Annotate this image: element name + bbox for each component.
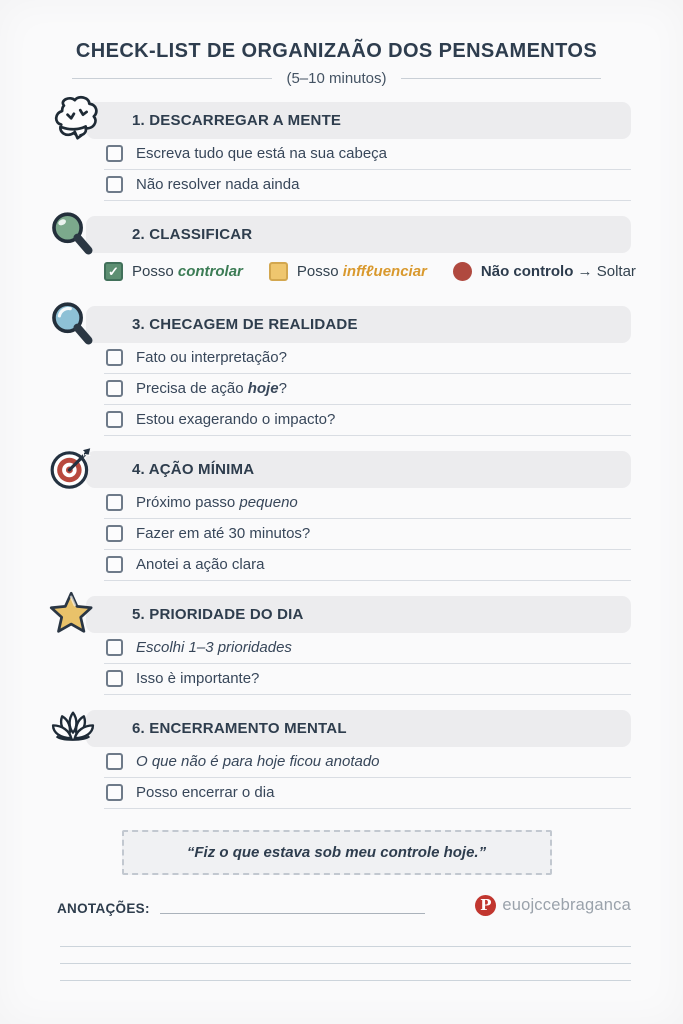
checklist-row (104, 343, 631, 374)
section-2-title: 2. CLASSIFICAR (132, 226, 253, 243)
magnifier-green-icon (42, 204, 104, 266)
footer-row (57, 895, 631, 916)
item-label: Anotei a ação clara (136, 556, 265, 573)
yellow-square-icon[interactable] (269, 262, 288, 281)
section-4-title: 4. AÇÃO MÍNIMA (132, 461, 255, 478)
notes-ruled-lines (60, 930, 631, 981)
section-acao-minima (42, 451, 631, 581)
checkbox[interactable] (106, 639, 123, 656)
section-3-title: 3. CHECAGEM DE REALIDADE (132, 316, 358, 333)
legend-controlar (104, 262, 243, 281)
item-label: Isso è importante? (136, 670, 260, 687)
checklist-row (104, 139, 631, 170)
watermark-handle[interactable]: euojccebraganca (502, 896, 631, 914)
section-6-header (86, 710, 631, 747)
checklist-row (104, 488, 631, 519)
ruled-line[interactable] (60, 930, 631, 947)
checklist-row (104, 747, 631, 778)
checkbox[interactable] (106, 494, 123, 511)
section-descarregar (42, 102, 631, 201)
item-label: Precisa de ação hoje? (136, 380, 287, 397)
checkbox[interactable] (106, 176, 123, 193)
checklist-row (104, 633, 631, 664)
page-subtitle: (5–10 minutos) (286, 70, 387, 87)
subtitle-rule-right (401, 78, 601, 79)
legend-influenciar (269, 262, 427, 281)
item-label: Escreva tudo que está na sua cabeça (136, 145, 388, 162)
notes-write-line[interactable] (160, 900, 425, 914)
item-label: Fazer em até 30 minutos? (136, 525, 311, 542)
section-3-header (86, 306, 631, 343)
checkbox[interactable] (106, 753, 123, 770)
ruled-line[interactable] (60, 964, 631, 981)
subtitle-rule-left (72, 78, 272, 79)
checkbox[interactable] (106, 556, 123, 573)
section-2-header (86, 216, 631, 253)
notes-label: ANOTAÇÕES: (57, 901, 150, 916)
section-prioridade (42, 596, 631, 695)
section-4-header (86, 451, 631, 488)
item-label: Fato ou interpretação? (136, 349, 287, 366)
brain-icon (42, 90, 104, 152)
section-encerramento (42, 710, 631, 809)
section-checagem (42, 306, 631, 436)
item-label: Escolhi 1–3 prioridades (136, 639, 292, 656)
checkbox[interactable] (106, 525, 123, 542)
checkbox[interactable] (106, 784, 123, 801)
section-classificar (42, 216, 636, 291)
green-check-icon[interactable]: ✓ (104, 262, 123, 281)
section-5-title: 5. PRIORIDADE DO DIA (132, 606, 304, 623)
item-label: O que não é para hoje ficou anotado (136, 753, 380, 770)
section-1-header (86, 102, 631, 139)
item-label: Não resolver nada ainda (136, 176, 300, 193)
classify-legend (104, 253, 636, 291)
pinterest-icon: P (475, 895, 496, 916)
checklist-row (104, 519, 631, 550)
checklist-row (104, 778, 631, 809)
legend-label: Não controlo → Soltar (480, 263, 636, 280)
checklist-row (104, 405, 631, 436)
star-icon (42, 584, 104, 646)
item-label: Próximo passo pequeno (136, 494, 298, 511)
item-label: Posso encerrar o dia (136, 784, 275, 801)
ruled-line[interactable] (60, 947, 631, 964)
checkbox[interactable] (106, 349, 123, 366)
checkbox[interactable] (106, 145, 123, 162)
checklist-row (104, 664, 631, 695)
affirmation-quote: “Fiz o que estava sob meu controle hoje.” (122, 830, 552, 875)
checkbox[interactable] (106, 670, 123, 687)
legend-label: Posso inffℓuenciar (296, 263, 427, 280)
target-icon (42, 439, 104, 501)
checklist-row (104, 550, 631, 581)
watermark (475, 895, 631, 916)
section-1-title: 1. DESCARREGAR A MENTE (132, 112, 342, 129)
checkbox[interactable] (106, 380, 123, 397)
checklist-row (104, 374, 631, 405)
magnifier-blue-icon (42, 294, 104, 356)
legend-label: Posso controlar (132, 263, 243, 280)
subtitle-row (72, 70, 601, 87)
section-5-header (86, 596, 631, 633)
item-label: Estou exagerando o impacto? (136, 411, 336, 428)
legend-soltar (453, 262, 636, 281)
checkbox[interactable] (106, 411, 123, 428)
section-6-title: 6. ENCERRAMENTO MENTAL (132, 720, 347, 737)
lotus-icon (42, 698, 104, 760)
red-dot-icon (453, 262, 472, 281)
checklist-row (104, 170, 631, 201)
page-title: CHECK-LIST DE ORGANIZAÃO DOS PENSAMENTOS (75, 40, 598, 62)
